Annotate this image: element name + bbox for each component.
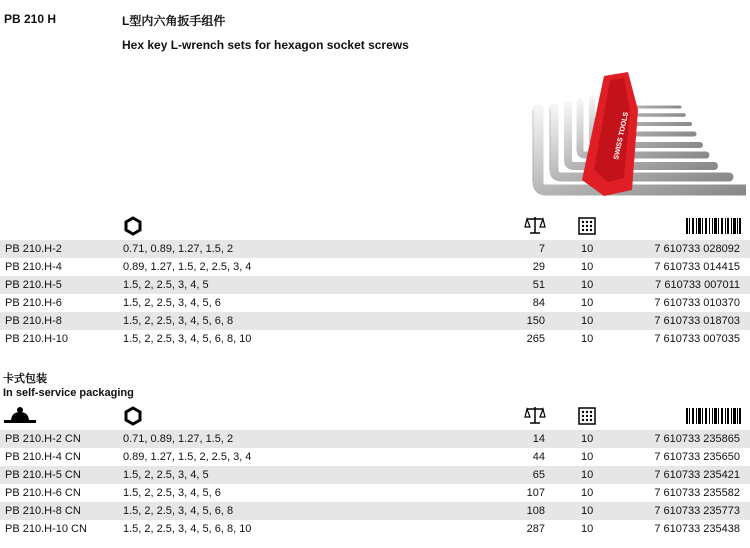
ean-cell: 7 610733 235865 [654,433,740,445]
scale-weight-icon [524,405,546,427]
table-row [0,330,750,348]
weight-cell: 287 [526,523,545,535]
blister-pack-icon [3,406,37,428]
table-row [0,312,750,330]
sizes-cell: 1.5, 2, 2.5, 3, 4, 5 [123,279,209,291]
weight-cell: 7 [538,243,545,255]
section-title-cn: 卡式包装 [3,373,47,385]
model-cell: PB 210.H-2 [5,243,62,255]
ean-cell: 7 610733 235421 [654,469,740,481]
quantity-cell: 10 [581,505,594,517]
model-cell: PB 210.H-2 CN [5,433,81,445]
model-cell: PB 210.H-4 CN [5,451,81,463]
quantity-cell: 10 [581,315,594,327]
table-row [0,294,750,312]
sizes-cell: 1.5, 2, 2.5, 3, 4, 5, 6, 8 [123,505,234,517]
model-cell: PB 210.H-10 CN [5,523,87,535]
ean-cell: 7 610733 018703 [654,315,740,327]
svg-text:SWISS TOOLS: SWISS TOOLS [613,111,631,161]
product-photo [524,70,746,200]
weight-cell: 29 [532,261,545,273]
quantity-cell: 10 [581,297,594,309]
quantity-cell: 10 [581,433,594,445]
table-row [0,276,750,294]
quantity-cell: 10 [581,279,594,291]
ean-cell: 7 610733 235438 [654,523,740,535]
table-row [0,484,750,502]
product-title-en: Hex key L-wrench sets for hexagon socket screws [122,38,409,52]
weight-cell: 107 [526,487,545,499]
scale-weight-icon [524,215,546,237]
hexagon-icon [123,406,143,428]
ean-cell: 7 610733 028092 [654,243,740,255]
quantity-cell: 10 [581,261,594,273]
model-cell: PB 210.H-5 CN [5,469,81,481]
table-row [0,448,750,466]
product-table-cn [0,430,750,538]
model-cell: PB 210.H-10 [5,333,68,345]
table-row [0,240,750,258]
weight-cell: 265 [526,333,545,345]
sizes-cell: 1.5, 2, 2.5, 3, 4, 5, 6, 8, 10 [123,523,252,535]
table-row [0,258,750,276]
sizes-cell: 0.89, 1.27, 1.5, 2, 2.5, 3, 4 [123,261,252,273]
model-cell: PB 210.H-8 [5,315,62,327]
quantity-cell: 10 [581,451,594,463]
model-cell: PB 210.H-5 [5,279,62,291]
ean-cell: 7 610733 014415 [654,261,740,273]
quantity-cell: 10 [581,243,594,255]
ean-cell: 7 610733 010370 [654,297,740,309]
sizes-cell: 1.5, 2, 2.5, 3, 4, 5, 6 [123,297,221,309]
weight-cell: 65 [532,469,545,481]
weight-cell: 108 [526,505,545,517]
barcode-icon [686,216,742,238]
quantity-cell: 10 [581,469,594,481]
ean-cell: 7 610733 235582 [654,487,740,499]
sizes-cell: 0.71, 0.89, 1.27, 1.5, 2 [123,243,234,255]
weight-cell: 51 [532,279,545,291]
model-cell: PB 210.H-8 CN [5,505,81,517]
ean-cell: 7 610733 235650 [654,451,740,463]
table-row [0,466,750,484]
model-cell: PB 210.H-6 CN [5,487,81,499]
barcode-icon [686,406,742,428]
quantity-cell: 10 [581,523,594,535]
box-quantity-icon [577,216,597,238]
table-row [0,502,750,520]
sizes-cell: 1.5, 2, 2.5, 3, 4, 5, 6 [123,487,221,499]
sizes-cell: 1.5, 2, 2.5, 3, 4, 5, 6, 8, 10 [123,333,252,345]
product-code: PB 210 H [4,12,57,26]
sizes-cell: 0.89, 1.27, 1.5, 2, 2.5, 3, 4 [123,451,252,463]
ean-cell: 7 610733 007035 [654,333,740,345]
weight-cell: 84 [532,297,545,309]
sizes-cell: 1.5, 2, 2.5, 3, 4, 5, 6, 8 [123,315,234,327]
model-cell: PB 210.H-6 [5,297,62,309]
table-row [0,430,750,448]
ean-cell: 7 610733 235773 [654,505,740,517]
quantity-cell: 10 [581,333,594,345]
sizes-cell: 1.5, 2, 2.5, 3, 4, 5 [123,469,209,481]
quantity-cell: 10 [581,487,594,499]
weight-cell: 14 [532,433,545,445]
sizes-cell: 0.71, 0.89, 1.27, 1.5, 2 [123,433,234,445]
box-quantity-icon [577,406,597,428]
section-title-en: In self-service packaging [3,387,134,399]
table-row [0,520,750,538]
ean-cell: 7 610733 007011 [655,279,740,291]
model-cell: PB 210.H-4 [5,261,62,273]
weight-cell: 44 [532,451,545,463]
weight-cell: 150 [526,315,545,327]
hexagon-icon [123,216,143,238]
product-table [0,240,750,348]
product-title-cn: L型内六角扳手组件 [122,14,226,28]
